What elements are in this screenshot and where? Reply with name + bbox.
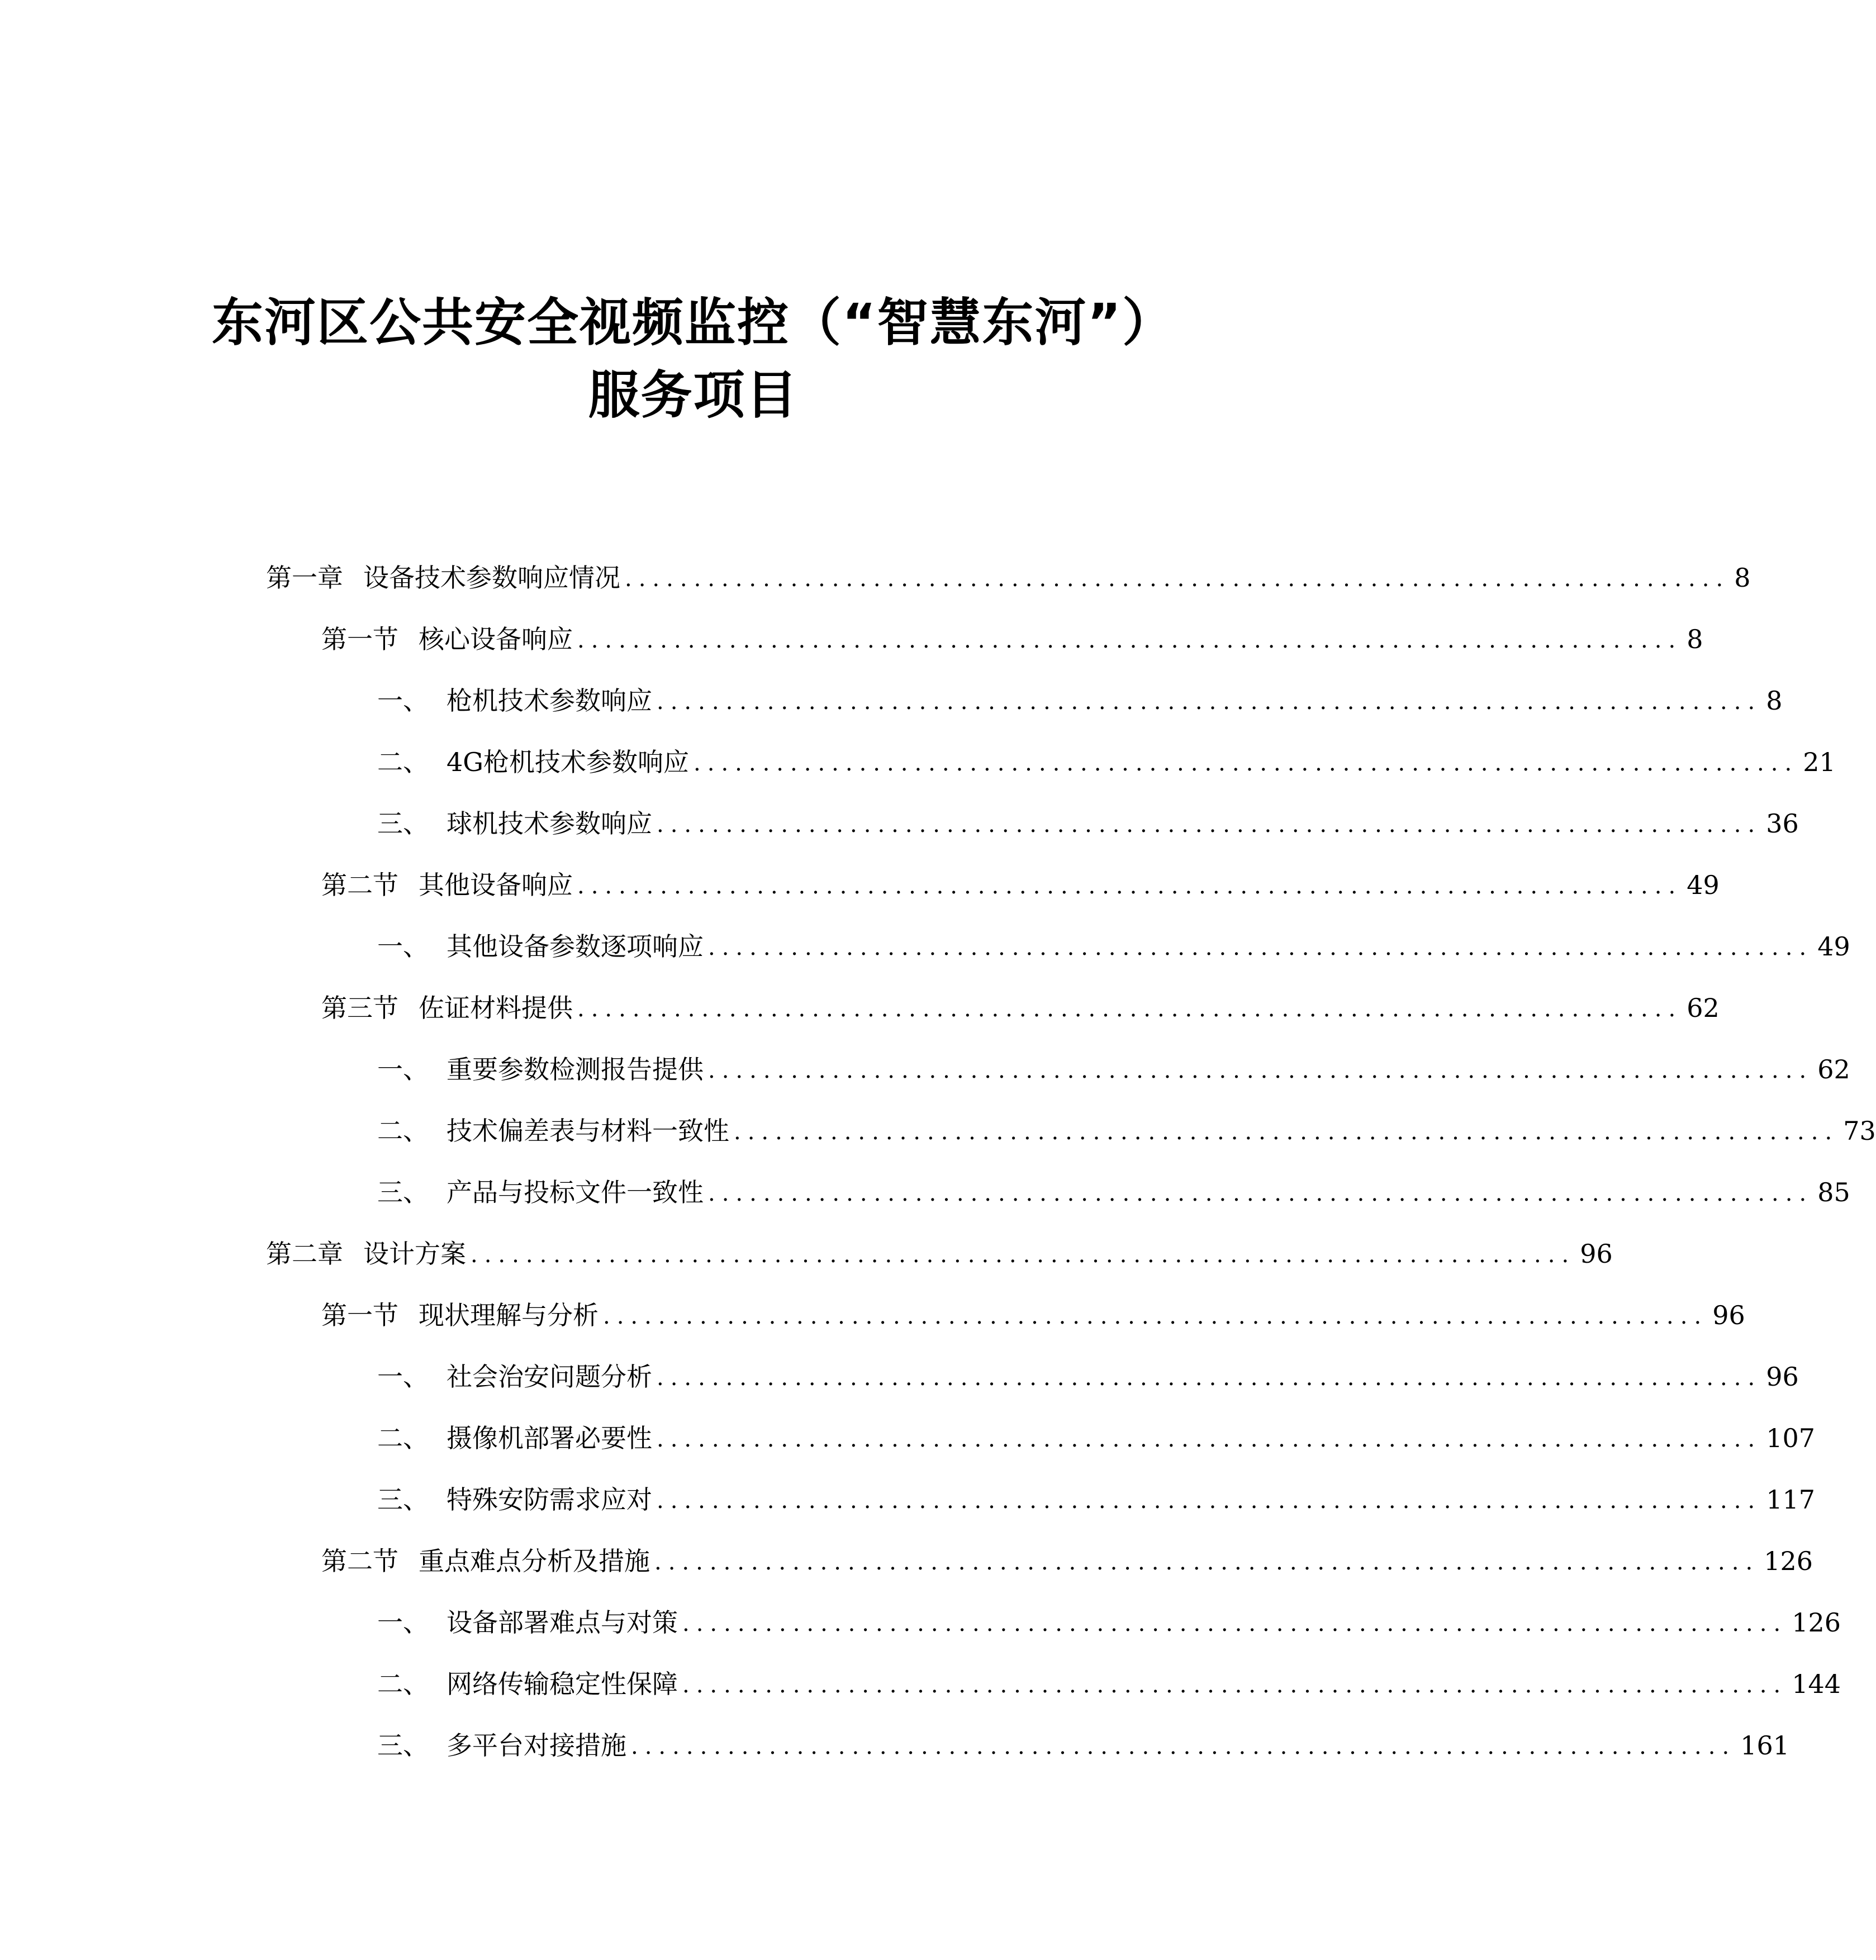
toc-entry-number: 一、 (377, 1054, 429, 1084)
toc-dot-leader: ................................................................................ (603, 1304, 1708, 1329)
toc-entry-number: 一、 (377, 686, 429, 716)
toc-entry-page: 62 (1817, 1054, 1850, 1084)
toc-entry[interactable] (266, 550, 1751, 594)
toc-entry-title: 现状理解与分析 (419, 1300, 599, 1330)
toc-entry-number: 二、 (377, 747, 429, 777)
toc-entry-number: 二、 (377, 1116, 429, 1146)
toc-entry-page: 161 (1740, 1730, 1789, 1761)
toc-entry-number: 第二章 (266, 1239, 343, 1269)
toc-entry-page: 62 (1687, 993, 1720, 1023)
toc-entry-number: 三、 (377, 1485, 429, 1515)
toc-dot-leader: ................................................................................ (657, 689, 1762, 715)
toc-entry-number: 三、 (377, 1730, 429, 1761)
toc-entry-title: 摄像机部署必要性 (447, 1423, 652, 1453)
document-subtitle: 服务项目 (588, 365, 799, 425)
toc-dot-leader: ................................................................................ (657, 1488, 1762, 1514)
toc-entry-title: 网络传输稳定性保障 (447, 1669, 678, 1699)
toc-dot-leader: ................................................................................ (654, 1549, 1760, 1575)
toc-entry[interactable] (377, 1410, 1815, 1455)
toc-dot-leader: ................................................................................ (734, 1119, 1839, 1145)
toc-entry-page: 117 (1766, 1485, 1815, 1515)
toc-entry-page: 73 (1843, 1116, 1876, 1146)
toc-entry[interactable] (377, 673, 1783, 717)
toc-entry-number: 第二节 (321, 870, 398, 900)
toc-entry-title: 球机技术参数响应 (447, 808, 652, 839)
toc-dot-leader: ................................................................................ (708, 1058, 1813, 1083)
toc-entry-page: 21 (1803, 747, 1836, 777)
toc-entry-page: 96 (1766, 1362, 1799, 1392)
toc-entry-title: 重要参数检测报告提供 (447, 1054, 704, 1084)
toc-entry-number: 二、 (377, 1669, 429, 1699)
toc-entry-page: 8 (1687, 624, 1703, 654)
toc-entry-number: 三、 (377, 808, 429, 839)
toc-entry[interactable] (321, 611, 1703, 656)
toc-entry-title: 社会治安问题分析 (447, 1362, 652, 1392)
toc-entry[interactable] (377, 1164, 1850, 1209)
toc-dot-leader: ................................................................................ (577, 996, 1683, 1022)
toc-entry-page: 8 (1766, 686, 1783, 716)
toc-dot-leader: ................................................................................ (625, 566, 1730, 592)
toc-entry[interactable] (377, 1103, 1876, 1148)
toc-dot-leader: ................................................................................ (471, 1242, 1576, 1268)
toc-entry[interactable] (377, 1472, 1815, 1516)
toc-entry-number: 二、 (377, 1423, 429, 1453)
toc-entry[interactable] (321, 980, 1720, 1025)
toc-entry-page: 126 (1792, 1607, 1841, 1638)
toc-dot-leader: ................................................................................ (631, 1734, 1736, 1759)
toc-dot-leader: ................................................................................ (657, 812, 1762, 838)
toc-entry[interactable] (321, 857, 1720, 902)
toc-entry-number: 一、 (377, 1362, 429, 1392)
toc-dot-leader: ................................................................................ (657, 1365, 1762, 1391)
toc-entry[interactable] (321, 1533, 1813, 1578)
toc-entry-page: 144 (1792, 1669, 1841, 1699)
toc-entry[interactable] (266, 1226, 1613, 1271)
toc-entry-title: 枪机技术参数响应 (447, 686, 652, 716)
toc-entry-page: 85 (1817, 1177, 1850, 1207)
toc-entry[interactable] (377, 1718, 1789, 1762)
toc-entry-number: 第一节 (321, 1300, 398, 1330)
toc-dot-leader: ................................................................................ (657, 1426, 1762, 1452)
toc-entry-page: 96 (1712, 1300, 1745, 1330)
toc-entry-number: 一、 (377, 1607, 429, 1638)
toc-dot-leader: ................................................................................ (682, 1672, 1788, 1698)
toc-entry[interactable] (377, 1041, 1850, 1086)
toc-entry[interactable] (377, 919, 1850, 963)
toc-entry-number: 第一节 (321, 624, 398, 654)
toc-entry-page: 49 (1817, 931, 1850, 962)
toc-dot-leader: ................................................................................ (682, 1611, 1788, 1636)
toc-entry-title: 佐证材料提供 (419, 993, 573, 1023)
toc-entry[interactable] (377, 1349, 1799, 1393)
toc-entry[interactable] (377, 1595, 1841, 1639)
toc-entry-title: 设备技术参数响应情况 (363, 563, 620, 593)
toc-entry-page: 36 (1766, 808, 1799, 839)
toc-entry-title: 设备部署难点与对策 (447, 1607, 678, 1638)
toc-entry-number: 第一章 (266, 563, 343, 593)
toc-entry[interactable] (377, 734, 1836, 779)
toc-entry-title: 重点难点分析及措施 (419, 1546, 650, 1576)
toc-entry-page: 126 (1764, 1546, 1813, 1576)
toc-entry-title: 其他设备响应 (419, 870, 573, 900)
document-title: 东河区公共安全视频监控（“智慧东河”） (212, 293, 1175, 353)
toc-dot-leader: ................................................................................ (708, 935, 1813, 960)
toc-entry-page: 96 (1580, 1239, 1613, 1269)
toc-entry-title: 其他设备参数逐项响应 (447, 931, 704, 962)
toc-entry-page: 107 (1766, 1423, 1815, 1453)
toc-entry-page: 49 (1687, 870, 1720, 900)
toc-entry-title: 核心设备响应 (419, 624, 573, 654)
toc-entry[interactable] (377, 1656, 1841, 1701)
toc-entry-number: 三、 (377, 1177, 429, 1207)
toc-entry-title: 4G枪机技术参数响应 (447, 747, 690, 777)
toc-entry-title: 技术偏差表与材料一致性 (447, 1116, 729, 1146)
toc-entry-title: 多平台对接措施 (447, 1730, 626, 1761)
toc-dot-leader: ................................................................................ (577, 873, 1683, 899)
toc-dot-leader: ................................................................................ (577, 627, 1683, 653)
toc-entry-title: 设计方案 (363, 1239, 466, 1269)
toc-entry[interactable] (377, 796, 1799, 840)
toc-entry-title: 特殊安防需求应对 (447, 1485, 652, 1515)
toc-entry-number: 第三节 (321, 993, 398, 1023)
toc-entry[interactable] (321, 1287, 1745, 1332)
toc-entry-page: 8 (1734, 563, 1751, 593)
toc-entry-title: 产品与投标文件一致性 (447, 1177, 704, 1207)
toc-dot-leader: ................................................................................ (694, 750, 1799, 776)
toc-dot-leader: ................................................................................ (708, 1181, 1813, 1206)
toc-entry-number: 第二节 (321, 1546, 398, 1576)
toc-entry-number: 一、 (377, 931, 429, 962)
